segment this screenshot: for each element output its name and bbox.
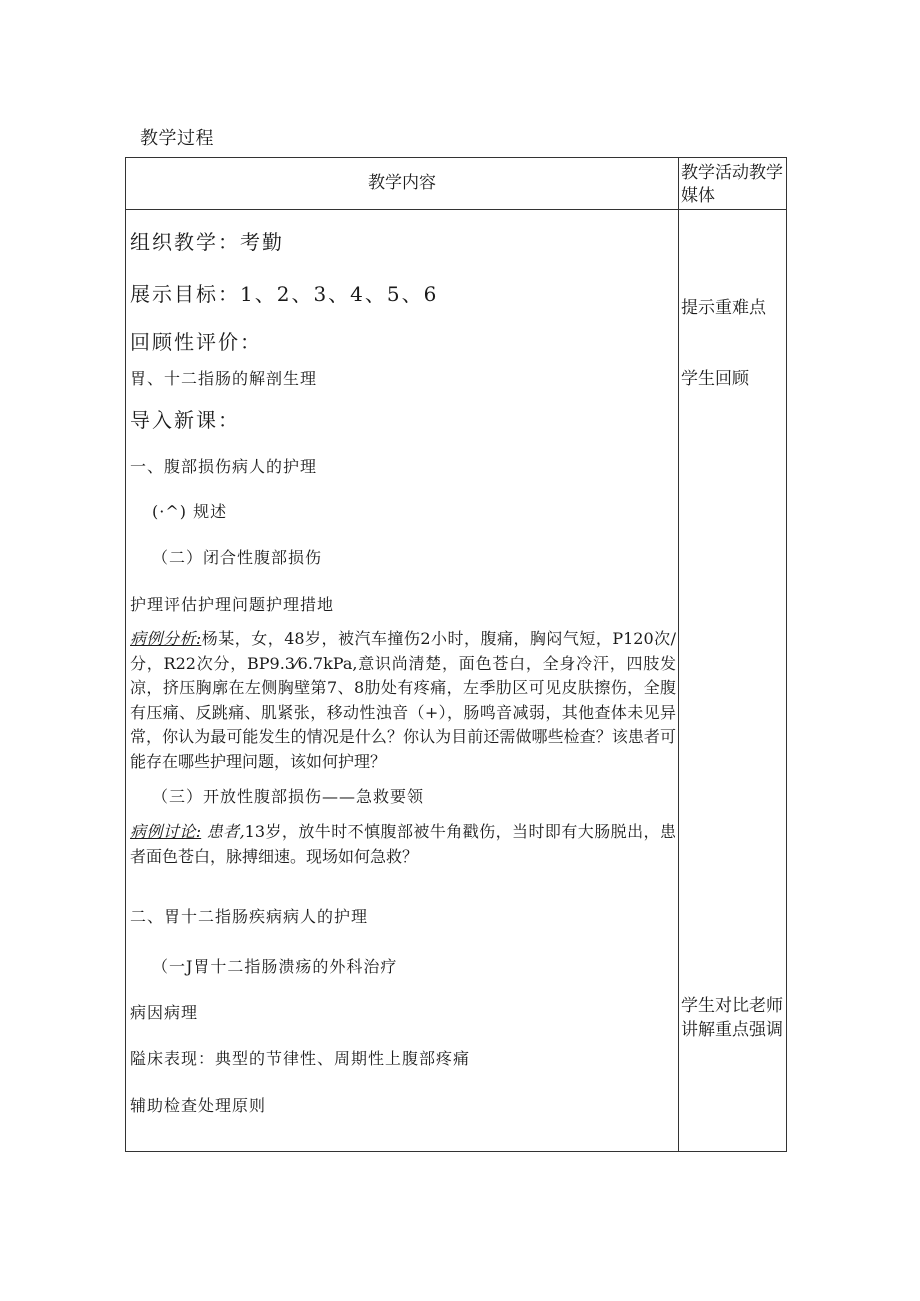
- case-analysis-text: 杨某，女，48岁，被汽车撞伤2小时，腹痛，胸闷气短，P120次/分，R22次分，BP9.3⁄6.7kPa,意识尚清楚，面色苍白，全身冷汗，四肢发凉，挤压胸廓在左侧胸壁第7、8肋处有疼痛，左季肋区可见皮肤擦伤，全腹有压痛、反跳痛、肌紧张，移动性浊音（+），肠鸣音减弱，其他查体未见异常，你认为最可能发生的情况是什么？你认为目前还需做哪些检查？该患者可能存在哪些护理问题，该如何护理？: [130, 629, 676, 771]
- case-discussion: [130, 820, 676, 869]
- organize-line: 组织教学：考勤: [130, 230, 284, 254]
- review-line: 回顾性评价：: [130, 330, 262, 354]
- section-2-1: （一J胃十二指肠溃疡的外科治疗: [152, 957, 398, 976]
- lesson-table: [125, 157, 787, 1152]
- case-analysis: [130, 627, 676, 774]
- side-note-difficulties: 提示重难点: [681, 298, 766, 318]
- case-discussion-patient: 患者,: [206, 822, 245, 841]
- etiology-line: 病因病理: [130, 1003, 199, 1022]
- nursing-line: 护理评估护理问题护理措地: [130, 595, 335, 614]
- section-1-title: 一、腹部损伤病人的护理: [130, 457, 318, 476]
- section-2-title: 二、胃十二指肠疾病病人的护理: [130, 907, 369, 926]
- column-divider: [678, 158, 679, 1151]
- section-1-1: (·^) 规述: [152, 502, 228, 521]
- section-1-2: （二）闭合性腹部损伤: [152, 548, 323, 567]
- case-discussion-text: 13岁，放牛时不慎腹部被牛角戳伤，当时即有大肠脱出，患者面色苍白，脉搏细速。现场如何急救？: [130, 822, 676, 866]
- intro-line: 导入新课：: [130, 408, 240, 432]
- clinical-line: 隘床表现：典型的节律性、周期性上腹部疼痛: [130, 1049, 471, 1068]
- side-note-review: 学生回顾: [681, 369, 749, 389]
- section-heading: 教学过程: [140, 128, 214, 149]
- header-media: 教学活动教学媒体: [681, 163, 783, 206]
- review-topic: 胃、十二指肠的解剖生理: [130, 369, 318, 388]
- case-analysis-label: 病例分析:: [130, 629, 202, 648]
- aux-line: 辅助检查处理原则: [130, 1096, 267, 1115]
- header-content: 教学内容: [368, 173, 436, 193]
- case-discussion-label: 病例讨论:: [130, 822, 202, 841]
- goals-line: 展示目标：1、2、3、4、5、6: [130, 282, 439, 306]
- header-divider: [126, 209, 786, 210]
- section-1-3: （三）开放性腹部损伤——急救要领: [152, 787, 425, 806]
- side-note-compare: 学生对比老师讲解重点强调: [681, 996, 783, 1040]
